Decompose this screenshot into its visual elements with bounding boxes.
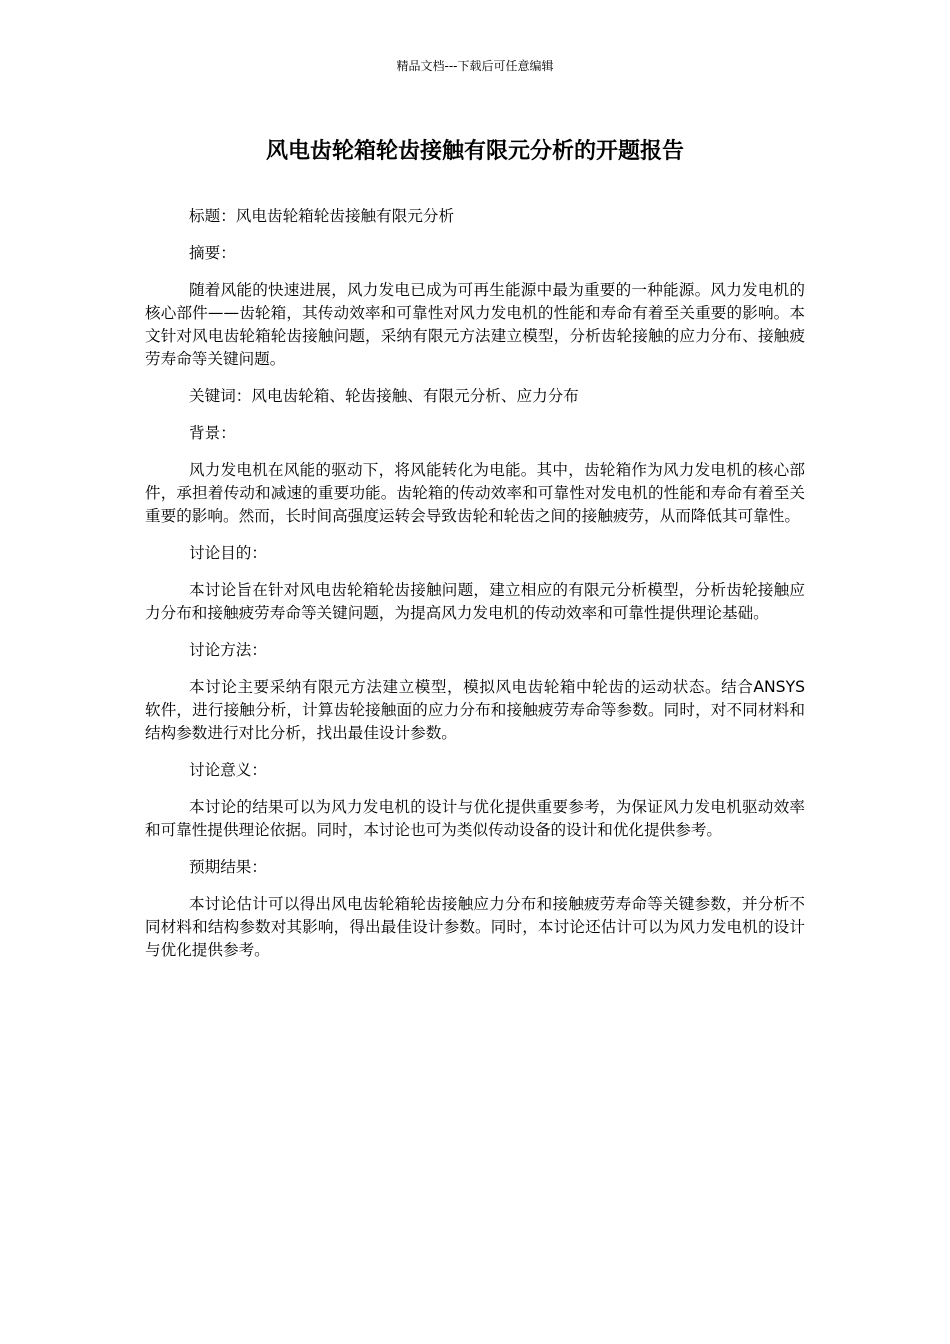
method-label: 讨论方法： [189, 641, 267, 659]
keywords-line: 关键词：风电齿轮箱、轮齿接触、有限元分析、应力分布 [189, 387, 579, 405]
significance-label: 讨论意义： [189, 761, 267, 779]
abstract-paragraph: 随着风能的快速进展，风力发电已成为可再生能源中最为重要的一种能源。风力发电机的核心部件——齿轮箱，其传动效率和可靠性对风力发电机的性能和寿命有着至关重要的影响。本文针对风电齿轮箱轮齿接触问题，采纳有限元方法建立模型，分析齿轮接触的应力分布、接触疲劳寿命等关键问题。 [145, 281, 805, 368]
significance-paragraph: 本讨论的结果可以为风力发电机的设计与优化提供重要参考，为保证风力发电机驱动效率和可靠性提供理论依据。同时，本讨论也可为类似传动设备的设计和优化提供参考。 [145, 798, 805, 839]
document-title: 风电齿轮箱轮齿接触有限元分析的开题报告 [265, 139, 684, 164]
document-body [145, 205, 805, 976]
background-paragraph: 风力发电机在风能的驱动下，将风能转化为电能。其中，齿轮箱作为风力发电机的核心部件，承担着传动和减速的重要功能。齿轮箱的传动效率和可靠性对发电机的性能和寿命有着至关重要的影响。然而，长时间高强度运转会导致齿轮和轮齿之间的接触疲劳，从而降低其可靠性。 [145, 461, 805, 525]
background-label: 背景： [189, 424, 236, 442]
abstract-label: 摘要： [189, 244, 236, 262]
header-note: 精品文档---下载后可任意编辑 [396, 59, 554, 73]
method-paragraph: 本讨论主要采纳有限元方法建立模型，模拟风电齿轮箱中轮齿的运动状态。结合ANSYS 软件，进行接触分析，计算齿轮接触面的应力分布和接触疲劳寿命等参数。同时，对不同材料和结构参数进行对比分析，找出最佳设计参数。 [145, 678, 805, 742]
results-label: 预期结果： [189, 858, 267, 876]
results-paragraph: 本讨论估计可以得出风电齿轮箱轮齿接触应力分布和接触疲劳寿命等关键参数，并分析不同材料和结构参数对其影响，得出最佳设计参数。同时，本讨论还估计可以为风力发电机的设计与优化提供参考。 [145, 895, 805, 959]
purpose-paragraph: 本讨论旨在针对风电齿轮箱轮齿接触问题，建立相应的有限元分析模型，分析齿轮接触应力分布和接触疲劳寿命等关键问题，为提高风力发电机的传动效率和可靠性提供理论基础。 [145, 581, 805, 622]
purpose-label: 讨论目的： [189, 544, 267, 562]
topic-line: 标题：风电齿轮箱轮齿接触有限元分析 [189, 207, 455, 225]
